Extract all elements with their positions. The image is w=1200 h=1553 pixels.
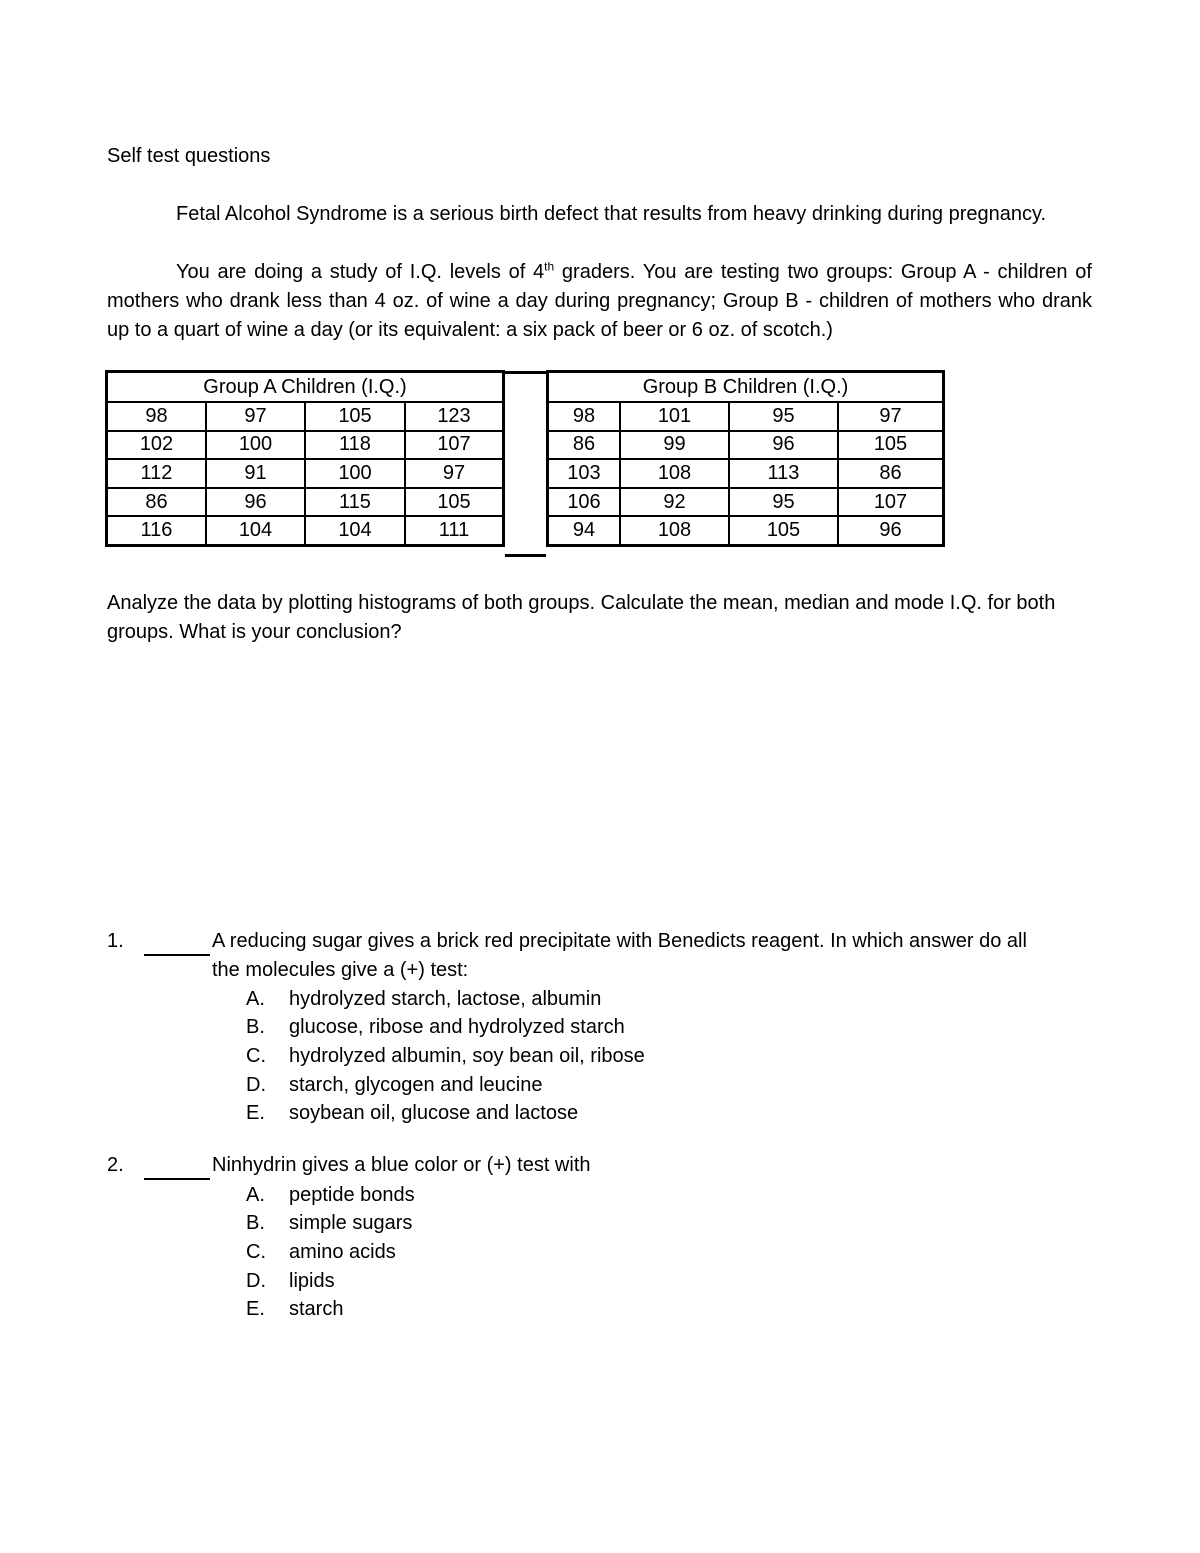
option-letter: C.	[246, 1241, 266, 1263]
intro-paragraph-2-end: graders. You are testing two groups: Group A - children of mothers who drank less than 4 oz. of wine a day during pregnancy; Group B - children of mothers who drank up to a quart of wine a day (or its equivalent: a six pack of beer or 6 oz. of scotch.)	[107, 261, 1092, 341]
group-a-title: Group A Children (I.Q.)	[107, 372, 504, 403]
analysis-instructions: Analyze the data by plotting histograms of both groups. Calculate the mean, median and mode I.Q. for both groups. What is your conclusion?	[107, 592, 1056, 643]
table-cell: 98	[107, 402, 207, 431]
table-cell: 107	[405, 431, 504, 460]
table-cell: 104	[206, 516, 305, 545]
table-cell: 105	[405, 488, 504, 517]
table-cell: 105	[305, 402, 405, 431]
table-cell: 99	[620, 431, 729, 460]
table-cell: 94	[548, 516, 621, 545]
option-letter: E.	[246, 1298, 265, 1320]
table-cell: 106	[548, 488, 621, 517]
table-cell: 86	[838, 459, 944, 488]
table-cell: 113	[729, 459, 838, 488]
question-2-number: 2.	[107, 1154, 124, 1176]
table-cell: 101	[620, 402, 729, 431]
option-letter: A.	[246, 988, 265, 1010]
question-1-text-cont: the molecules give a (+) test:	[212, 959, 469, 981]
option-text: glucose, ribose and hydrolyzed starch	[289, 1016, 625, 1038]
table-cell: 105	[729, 516, 838, 545]
option-text: amino acids	[289, 1241, 396, 1263]
option-letter: A.	[246, 1184, 265, 1206]
page-title: Self test questions	[107, 145, 271, 167]
table-cell: 95	[729, 402, 838, 431]
table-row	[107, 431, 504, 460]
option-text: peptide bonds	[289, 1184, 415, 1206]
table-cell: 112	[107, 459, 207, 488]
table-cell: 103	[548, 459, 621, 488]
question-2-answer-blank[interactable]	[144, 1160, 210, 1180]
table-cell: 104	[305, 516, 405, 545]
option-letter: C.	[246, 1045, 266, 1067]
table-row	[548, 459, 944, 488]
option-letter: B.	[246, 1212, 265, 1234]
group-b-table	[546, 370, 945, 547]
table-spacer	[505, 371, 546, 557]
table-row	[107, 516, 504, 545]
question-1-number: 1.	[107, 930, 124, 952]
table-cell: 91	[206, 459, 305, 488]
option-text: soybean oil, glucose and lactose	[289, 1102, 579, 1124]
table-cell: 96	[206, 488, 305, 517]
table-cell: 118	[305, 431, 405, 460]
table-cell: 100	[206, 431, 305, 460]
option-text: starch	[289, 1298, 344, 1320]
table-row	[548, 488, 944, 517]
intro-paragraph-1: Fetal Alcohol Syndrome is a serious birth defect that results from heavy drinking during pregnancy.	[176, 203, 1047, 225]
option-text: simple sugars	[289, 1212, 413, 1234]
intro-paragraph-2	[107, 258, 1092, 345]
table-cell: 86	[107, 488, 207, 517]
option-text: hydrolyzed albumin, soy bean oil, ribose	[289, 1045, 645, 1067]
option-text: starch, glycogen and leucine	[289, 1074, 543, 1096]
ordinal-superscript: th	[544, 259, 555, 274]
table-cell: 116	[107, 516, 207, 545]
table-row	[107, 459, 504, 488]
table-cell: 108	[620, 459, 729, 488]
table-cell: 96	[838, 516, 944, 545]
option-letter: B.	[246, 1016, 265, 1038]
table-row	[548, 431, 944, 460]
option-text: hydrolyzed starch, lactose, albumin	[289, 988, 602, 1010]
table-cell: 97	[405, 459, 504, 488]
table-cell: 108	[620, 516, 729, 545]
table-row	[107, 488, 504, 517]
option-letter: D.	[246, 1270, 266, 1292]
option-text: lipids	[289, 1270, 335, 1292]
question-1-text: A reducing sugar gives a brick red precipitate with Benedicts reagent. In which answer do all	[212, 930, 1027, 952]
table-cell: 97	[838, 402, 944, 431]
table-cell: 98	[548, 402, 621, 431]
table-cell: 86	[548, 431, 621, 460]
table-row	[548, 402, 944, 431]
table-cell: 102	[107, 431, 207, 460]
table-cell: 96	[729, 431, 838, 460]
intro-paragraph-2-start: You are doing a study of I.Q. levels of 4	[176, 261, 545, 283]
table-cell: 111	[405, 516, 504, 545]
table-cell: 95	[729, 488, 838, 517]
table-cell: 107	[838, 488, 944, 517]
table-cell: 115	[305, 488, 405, 517]
option-letter: D.	[246, 1074, 266, 1096]
table-row	[548, 516, 944, 545]
group-b-title: Group B Children (I.Q.)	[548, 372, 944, 403]
group-a-table	[105, 370, 505, 547]
option-letter: E.	[246, 1102, 265, 1124]
question-1-answer-blank[interactable]	[144, 936, 210, 956]
table-cell: 97	[206, 402, 305, 431]
table-cell: 92	[620, 488, 729, 517]
table-cell: 100	[305, 459, 405, 488]
question-2-text: Ninhydrin gives a blue color or (+) test with	[212, 1154, 591, 1176]
table-row	[107, 402, 504, 431]
table-cell: 105	[838, 431, 944, 460]
table-cell: 123	[405, 402, 504, 431]
